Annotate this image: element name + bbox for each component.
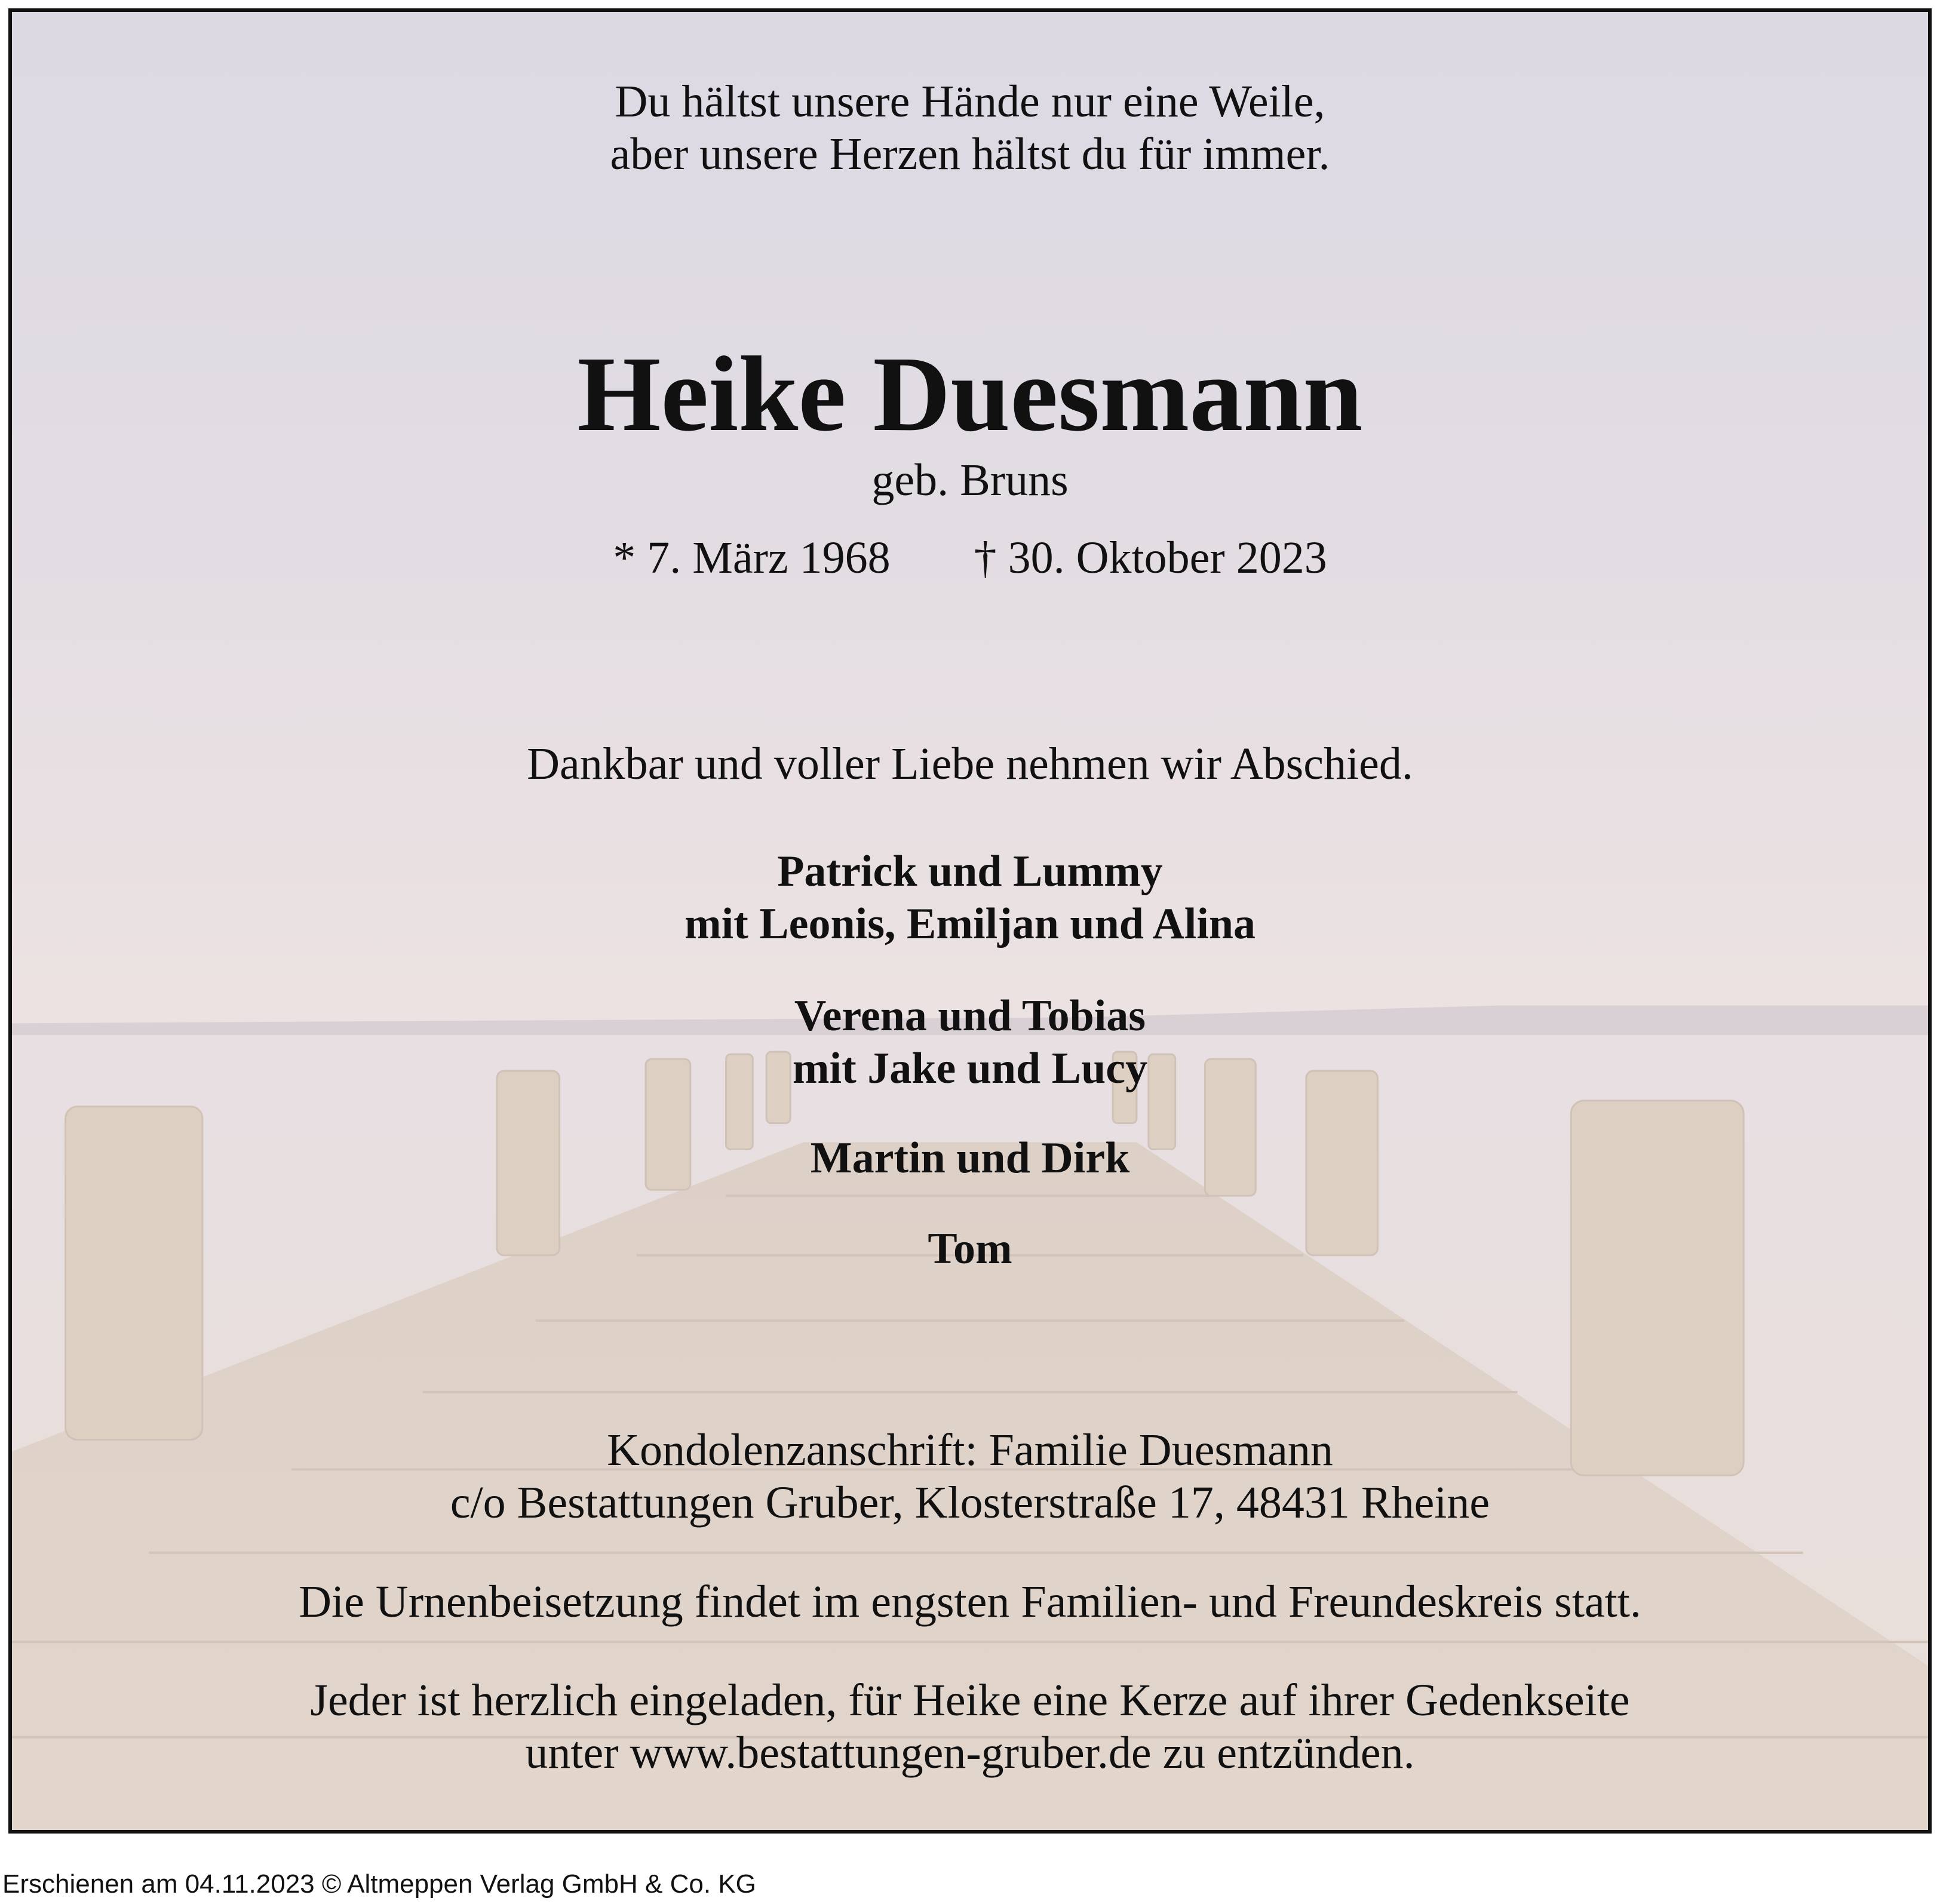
mourner-group-2-line-1: Verena und Tobias [794,991,1146,1040]
publication-footer: Erschienen am 04.11.2023 © Altmeppen Verlag GmbH & Co. KG [2,1869,756,1899]
mourner-group-1-line-2: mit Leonis, Emiljan und Alina [684,899,1256,948]
mourner-group-1-line-1: Patrick und Lummy [777,847,1163,896]
verse-line-1: Du hältst unsere Hände nur eine Weile, [615,76,1325,127]
obituary-notice [8,8,1932,1834]
deceased-name: Heike Duesmann [577,334,1363,453]
candle-note-line-2: unter www.bestattungen-gruber.de zu entzünden. [525,1728,1415,1778]
burial-note: Die Urnenbeisetzung findet im engsten Familien- und Freundeskreis statt. [299,1577,1641,1627]
candle-note-line-1: Jeder ist herzlich eingeladen, für Heike eine Kerze auf ihrer Gedenkseite [310,1675,1630,1725]
mourner-group-2-line-2: mit Jake und Lucy [792,1044,1148,1093]
life-dates [12,532,1928,584]
verse-line-2: aber unsere Herzen hältst du für immer. [610,129,1330,179]
farewell-text: Dankbar und voller Liebe nehmen wir Abschied. [527,739,1413,789]
birth-date: * 7. März 1968 [613,533,891,583]
condolence-address-line-1: Kondolenzanschrift: Familie Duesmann [607,1425,1333,1475]
mourner-group-3: Martin und Dirk [810,1134,1130,1183]
condolence-address-line-2: c/o Bestattungen Gruber, Klosterstraße 17, 48431 Rheine [450,1478,1490,1528]
birth-name: geb. Bruns [871,455,1069,505]
mourner-group-4: Tom [928,1224,1012,1273]
death-date: † 30. Oktober 2023 [974,533,1327,583]
